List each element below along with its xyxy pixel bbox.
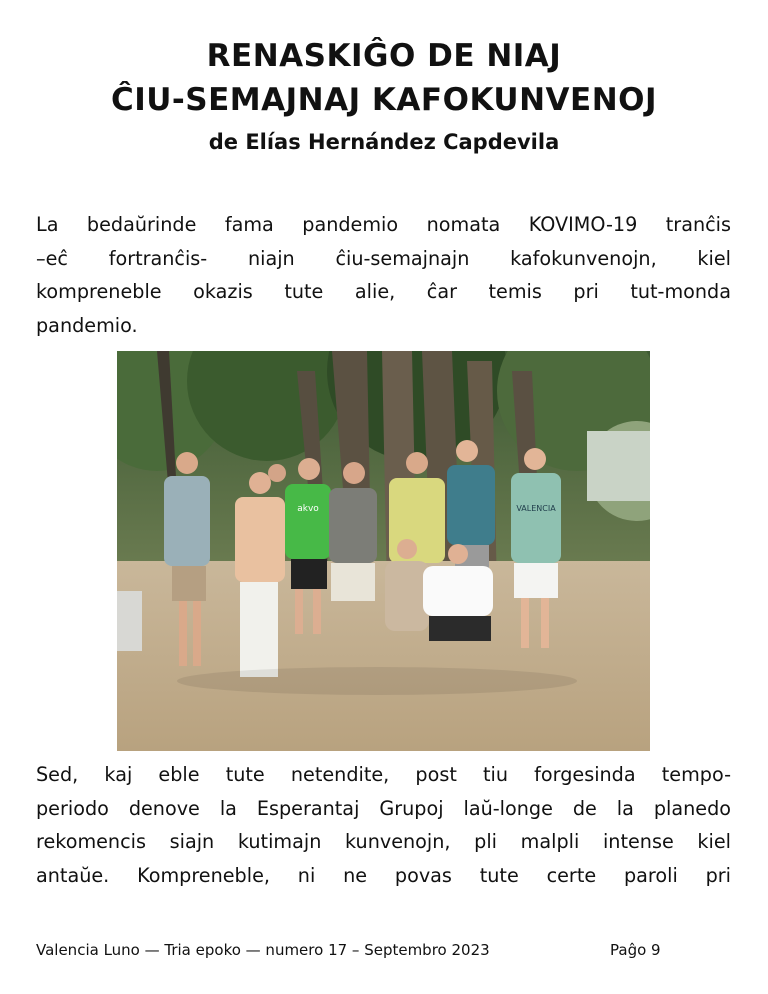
paragraph-1-line: pandemio. <box>36 313 138 337</box>
paragraph-1 <box>36 208 731 342</box>
footer-page-number: Paĝo 9 <box>610 941 661 959</box>
footer-publication: Valencia Luno — Tria epoko — numero 17 – Septembro 2023 <box>36 941 490 959</box>
group-photo <box>117 351 650 751</box>
article-title-line-1: RENASKIĜO DE NIAJ <box>206 38 562 74</box>
shirt-text-valencia: VALENCIA <box>516 504 556 513</box>
paragraph-2 <box>36 758 731 892</box>
paragraph-2-line: antaŭe. Kompreneble, ni ne povas tute certe paroli pri <box>36 863 731 887</box>
paragraph-2-line: periodo denove la Esperantaj Grupoj laŭ-longe de la planedo <box>36 796 731 820</box>
group-photo-illustration <box>117 351 650 751</box>
paragraph-1-line: kompreneble okazis tute alie, ĉar temis pri tut-monda <box>36 280 731 303</box>
paragraph-2-line: rekomencis siajn kutimajn kunvenojn, pli malpli intense kiel <box>36 830 731 853</box>
paragraph-1-line: –eĉ fortranĉis- niajn ĉiu-semajnajn kafokunvenojn, kiel <box>36 246 731 270</box>
article-author: de Elías Hernández Capdevila <box>208 130 560 154</box>
paragraph-1-line: La bedaŭrinde fama pandemio nomata KOVIMO-19 tranĉis <box>36 213 731 236</box>
paragraph-2-line: Sed, kaj eble tute netendite, post tiu forgesinda tempo- <box>36 763 731 786</box>
shirt-text-akvo: akvo <box>297 504 319 514</box>
article-title-line-2: ĈIU-SEMAJNAJ KAFOKUNVENOJ <box>110 82 658 118</box>
